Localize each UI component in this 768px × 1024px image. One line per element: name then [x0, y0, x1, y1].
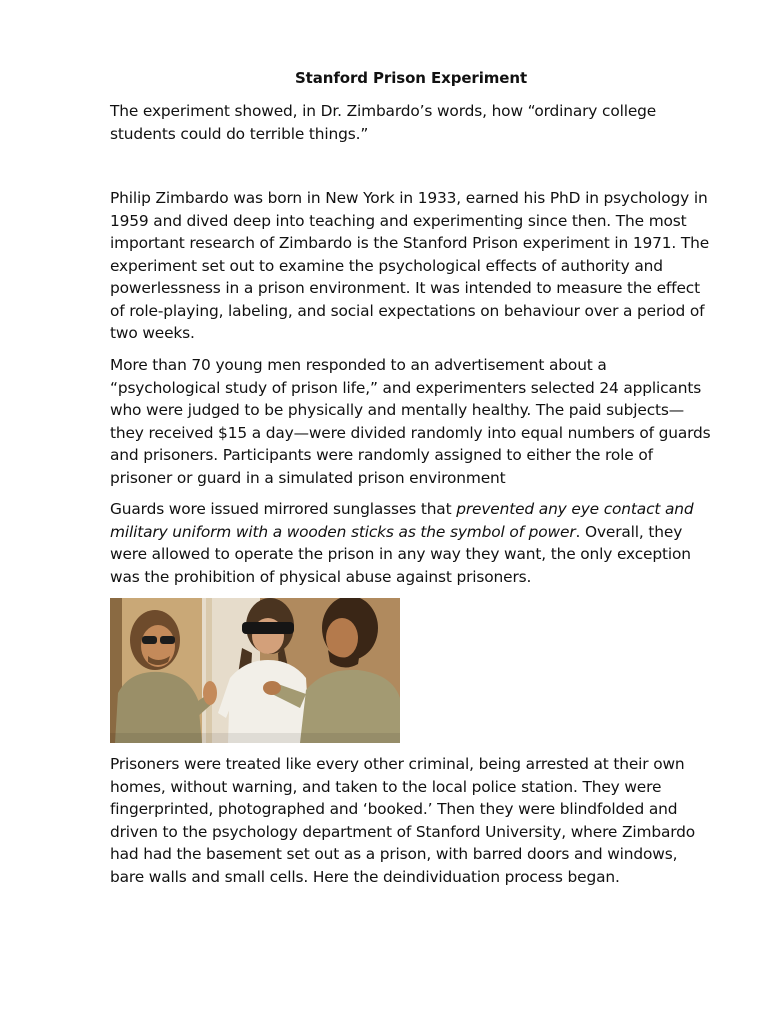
paragraph-arrest: Prisoners were treated like every other criminal, being arrested at their own homes, without warning, and taken to the local police station. They were fingerprinted, photographed and ‘booked.’ Then they were blindfolded and driven to the psychology department of Stanford University, where Zimbardo had had the basement set out as a prison, with barred doors and windows, bare walls and small cells. Here the deindividuation process began. — [110, 755, 696, 886]
guards-text-start: Guards wore issued mirrored sunglasses that — [110, 500, 457, 518]
document-title: Stanford Prison Experiment — [294, 69, 528, 87]
paragraph-quote: The experiment showed, in Dr. Zimbardo’s words, how “ordinary college students could do terrible things.” — [110, 102, 657, 143]
paragraph-guards — [110, 498, 716, 588]
experiment-photo — [110, 598, 400, 743]
guards-text-end: . Overall, they were allowed to operate the prison in any way they want, the only exception was the prohibition of physical abuse against prisoners. — [110, 522, 691, 586]
guards-text-italic: prevented any eye contact and military uniform with a wooden sticks as the symbol of power — [110, 500, 694, 541]
paragraph-zimbardo-bio: Philip Zimbardo was born in New York in 1933, earned his PhD in psychology in 1959 and dived deep into teaching and experimenting since then. The most important research of Zimbardo is the Stanford Prison experiment in 1971. The experiment set out to examine the psychological effects of authority and powerlessness in a prison environment. It was intended to measure the effect of role-playing, labeling, and social expectations on behaviour over a period of two weeks. — [110, 189, 710, 342]
paragraph-recruitment: More than 70 young men responded to an advertisement about a “psychological study of prison life,” and experimenters selected 24 applicants who were judged to be physically and mentally healthy. The paid subjects—they received $15 a day—were divided randomly into equal numbers of guards and prisoners. Participants were randomly assigned to either the role of prisoner or guard in a simulated prison environment — [110, 356, 711, 487]
